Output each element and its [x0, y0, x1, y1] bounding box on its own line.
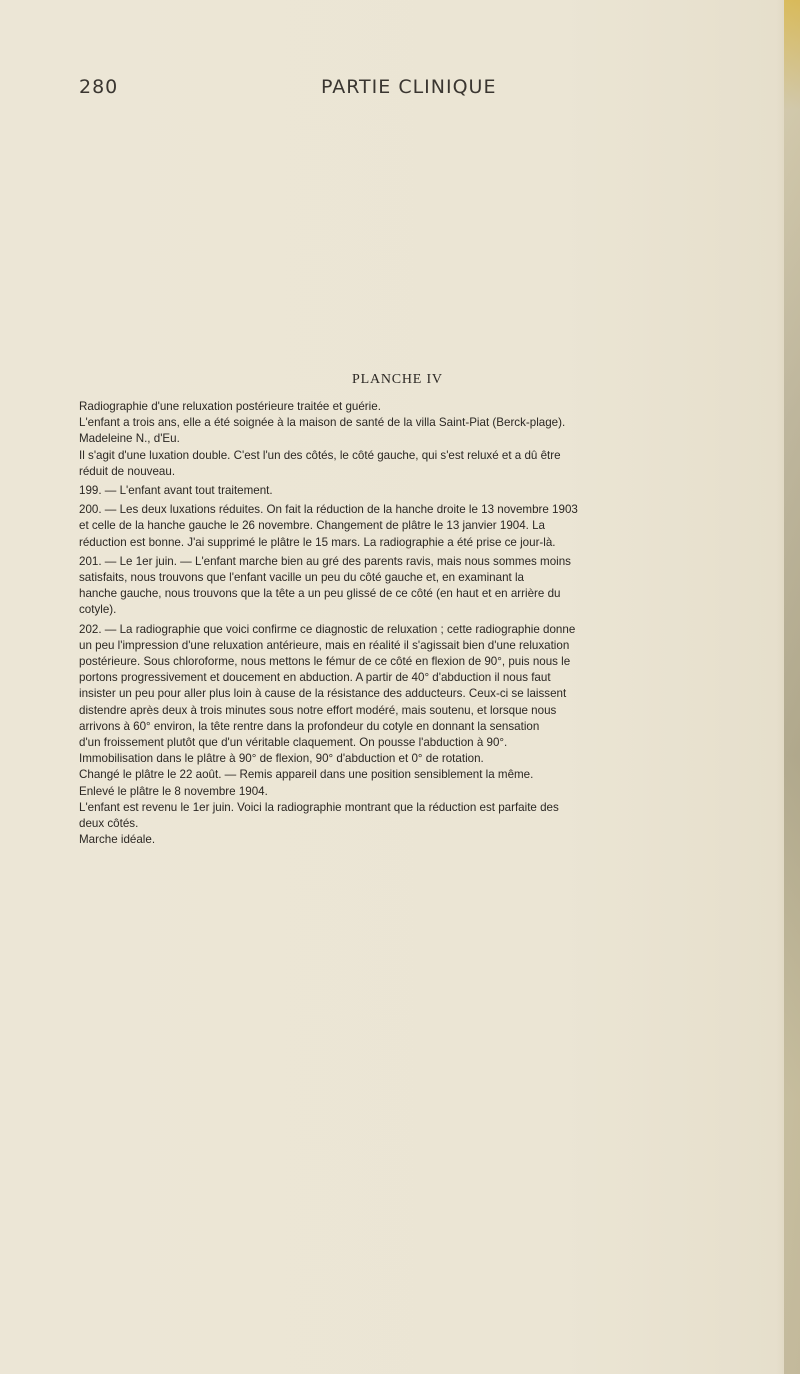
paragraph: [79, 751, 794, 767]
running-head-title: PARTIE CLINIQUE: [321, 76, 497, 98]
text-line: insister un peu pour aller plus loin à cause de la résistance des adducteurs. Ceux-ci se laissent: [79, 687, 567, 701]
text-line: 200. — Les deux luxations réduites. On fait la réduction de la hanche droite le 13 novembre 1903: [79, 503, 578, 517]
running-head: [0, 76, 800, 102]
text-line: Madeleine N., d'Eu.: [79, 432, 180, 446]
text-line: portons progressivement et doucement en abduction. A partir de 40° d'abduction il nous faut: [79, 671, 551, 685]
paragraph: [79, 415, 794, 447]
text-line: réduit de nouveau.: [79, 464, 176, 478]
text-line: 202. — La radiographie que voici confirme ce diagnostic de reluxation ; cette radiographie donne: [79, 622, 576, 636]
text-line: réduction est bonne. J'ai supprimé le plâtre le 15 mars. La radiographie a été prise ce jour-là.: [79, 535, 556, 549]
paragraph: [79, 554, 794, 619]
text-line: arrivons à 60° environ, la tête rentre dans la profondeur du cotyle en donnant la sensation: [79, 719, 540, 733]
plate-title: PLANCHE IV: [352, 372, 443, 387]
text-line: satisfaits, nous trouvons que l'enfant vacille un peu du côté gauche et, en examinant la: [79, 571, 524, 585]
text-line: et celle de la hanche gauche le 26 novembre. Changement de plâtre le 13 janvier 1904. La: [79, 519, 546, 533]
text-line: Marche idéale.: [79, 833, 156, 847]
text-line: postérieure. Sous chloroforme, nous mettons le fémur de ce côté en flexion de 90°, puis nous le: [79, 655, 571, 669]
page-number: 280: [79, 76, 119, 98]
text-line: L'enfant a trois ans, elle a été soignée à la maison de santé de la villa Saint-Piat (Berck-plage).: [79, 416, 566, 430]
text-line: L'enfant est revenu le 1er juin. Voici la radiographie montrant que la réduction est parfaite des: [79, 800, 559, 814]
text-line: Enlevé le plâtre le 8 novembre 1904.: [79, 784, 268, 798]
text-line: deux côtés.: [79, 817, 139, 831]
body-text: [79, 399, 794, 848]
text-line: Radiographie d'une reluxation postérieure traitée et guérie.: [79, 400, 381, 413]
text-line: Changé le plâtre le 22 août. — Remis appareil dans une position sensiblement la même.: [79, 768, 534, 782]
text-line: d'un froissement plutôt que d'un véritable claquement. On pousse l'abduction à 90°.: [79, 736, 508, 750]
paragraph: [79, 483, 794, 499]
text-line: 199. — L'enfant avant tout traitement.: [79, 484, 273, 498]
text-line: 201. — Le 1er juin. — L'enfant marche bien au gré des parents ravis, mais nous sommes moins: [79, 554, 571, 568]
text-line: un peu l'impression d'une reluxation antérieure, mais en réalité il s'agissait bien d'une reluxation: [79, 638, 570, 652]
paragraph: [79, 502, 794, 551]
paragraph: [79, 800, 794, 832]
paragraph: [79, 399, 794, 415]
text-line: Immobilisation dans le plâtre à 90° de flexion, 90° d'abduction et 0° de rotation.: [79, 752, 484, 766]
text-line: distendre après deux à trois minutes sous notre effort modéré, mais soutenu, et lorsque nous: [79, 703, 557, 717]
text-line: cotyle).: [79, 603, 117, 617]
paragraph: [79, 448, 794, 480]
text-line: Il s'agit d'une luxation double. C'est l'un des côtés, le côté gauche, qui s'est reluxé et a dû être: [79, 448, 561, 462]
text-line: hanche gauche, nous trouvons que la tête a un peu glissé de ce côté (en haut et en arrière du: [79, 587, 561, 601]
paragraph: [79, 832, 794, 848]
paragraph: [79, 622, 794, 752]
paragraph: [79, 767, 794, 783]
paragraph: [79, 784, 794, 800]
